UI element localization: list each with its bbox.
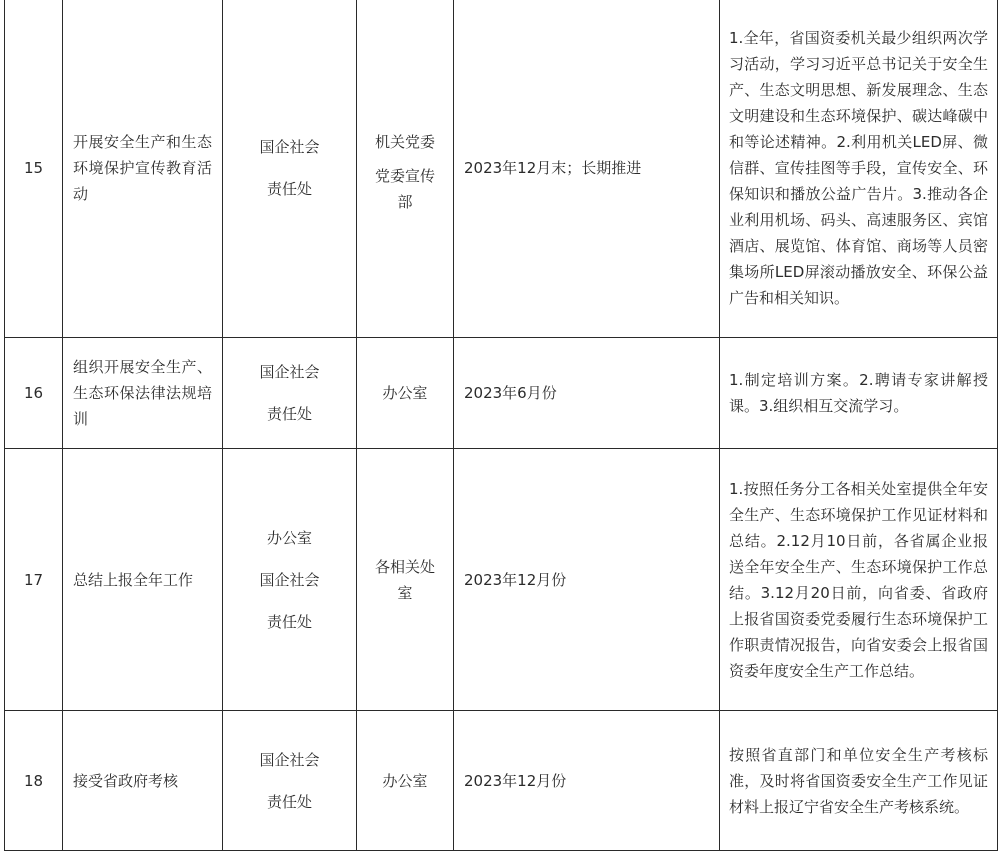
row-number: 17 [5, 449, 63, 711]
deadline: 2023年12月份 [454, 449, 720, 711]
row-number: 15 [5, 0, 63, 338]
table-row [5, 711, 998, 851]
lead-department [223, 449, 357, 711]
measures: 1.制定培训方案。2.聘请专家讲解授课。3.组织相互交流学习。 [720, 338, 998, 449]
deadline: 2023年12月份 [454, 711, 720, 851]
row-number: 16 [5, 338, 63, 449]
lead-department-line: 责任处 [266, 792, 312, 811]
partner-department [357, 449, 454, 711]
measures: 1.按照任务分工各相关处室提供全年安全生产、生态环境保护工作见证材料和总结。2.12月10日前，各省属企业报送全年安全生产、生态环境保护工作总结。3.12月20日前，向省委、省政府上报省国资委党委履行生态环境保护工作职责情况报告，向省安委会上报省国资委年度安全生产工作总结。 [720, 449, 998, 711]
row-number: 18 [5, 711, 63, 851]
task-name: 组织开展安全生产、生态环保法律法规培训 [63, 338, 223, 449]
table-row [5, 338, 998, 449]
measures: 1.全年，省国资委机关最少组织两次学习活动，学习习近平总书记关于安全生产、生态文明思想、新发展理念、生态文明建设和生态环境保护、碳达峰碳中和等论述精神。2.利用机关LED屏、微信群、宣传挂图等手段，宣传安全、环保知识和播放公益广告片。3.推动各企业利用机场、码头、高速服务区、宾馆酒店、展览馆、体育馆、商场等人员密集场所LED屏滚动播放安全、环保公益广告和相关知识。 [720, 0, 998, 338]
partner-department-line: 机关党委 [374, 133, 435, 151]
lead-department-line: 国企社会 [259, 750, 320, 769]
deadline: 2023年12月末；长期推进 [454, 0, 720, 338]
partner-department [357, 0, 454, 338]
partner-department-line: 部 [397, 193, 413, 211]
task-table [4, 0, 998, 851]
partner-department-line: 室 [397, 583, 413, 602]
lead-department-line: 办公室 [266, 528, 312, 547]
lead-department-line: 责任处 [266, 180, 312, 198]
deadline: 2023年6月份 [454, 338, 720, 449]
partner-department-line: 各相关处 [374, 557, 435, 576]
partner-department: 办公室 [357, 338, 454, 449]
lead-department [223, 338, 357, 449]
table-row [5, 449, 998, 711]
lead-department-line: 责任处 [266, 612, 312, 631]
lead-department-line: 国企社会 [259, 138, 320, 156]
lead-department-line: 国企社会 [259, 363, 320, 381]
table-row [5, 0, 998, 338]
lead-department-line: 国企社会 [259, 570, 320, 589]
lead-department [223, 0, 357, 338]
task-name: 接受省政府考核 [63, 711, 223, 851]
partner-department: 办公室 [357, 711, 454, 851]
task-name: 总结上报全年工作 [63, 449, 223, 711]
partner-department-line: 党委宣传 [374, 167, 435, 185]
lead-department-line: 责任处 [266, 405, 312, 423]
task-name: 开展安全生产和生态环境保护宣传教育活动 [63, 0, 223, 338]
measures: 按照省直部门和单位安全生产考核标准，及时将省国资委安全生产工作见证材料上报辽宁省安全生产考核系统。 [720, 711, 998, 851]
lead-department [223, 711, 357, 851]
